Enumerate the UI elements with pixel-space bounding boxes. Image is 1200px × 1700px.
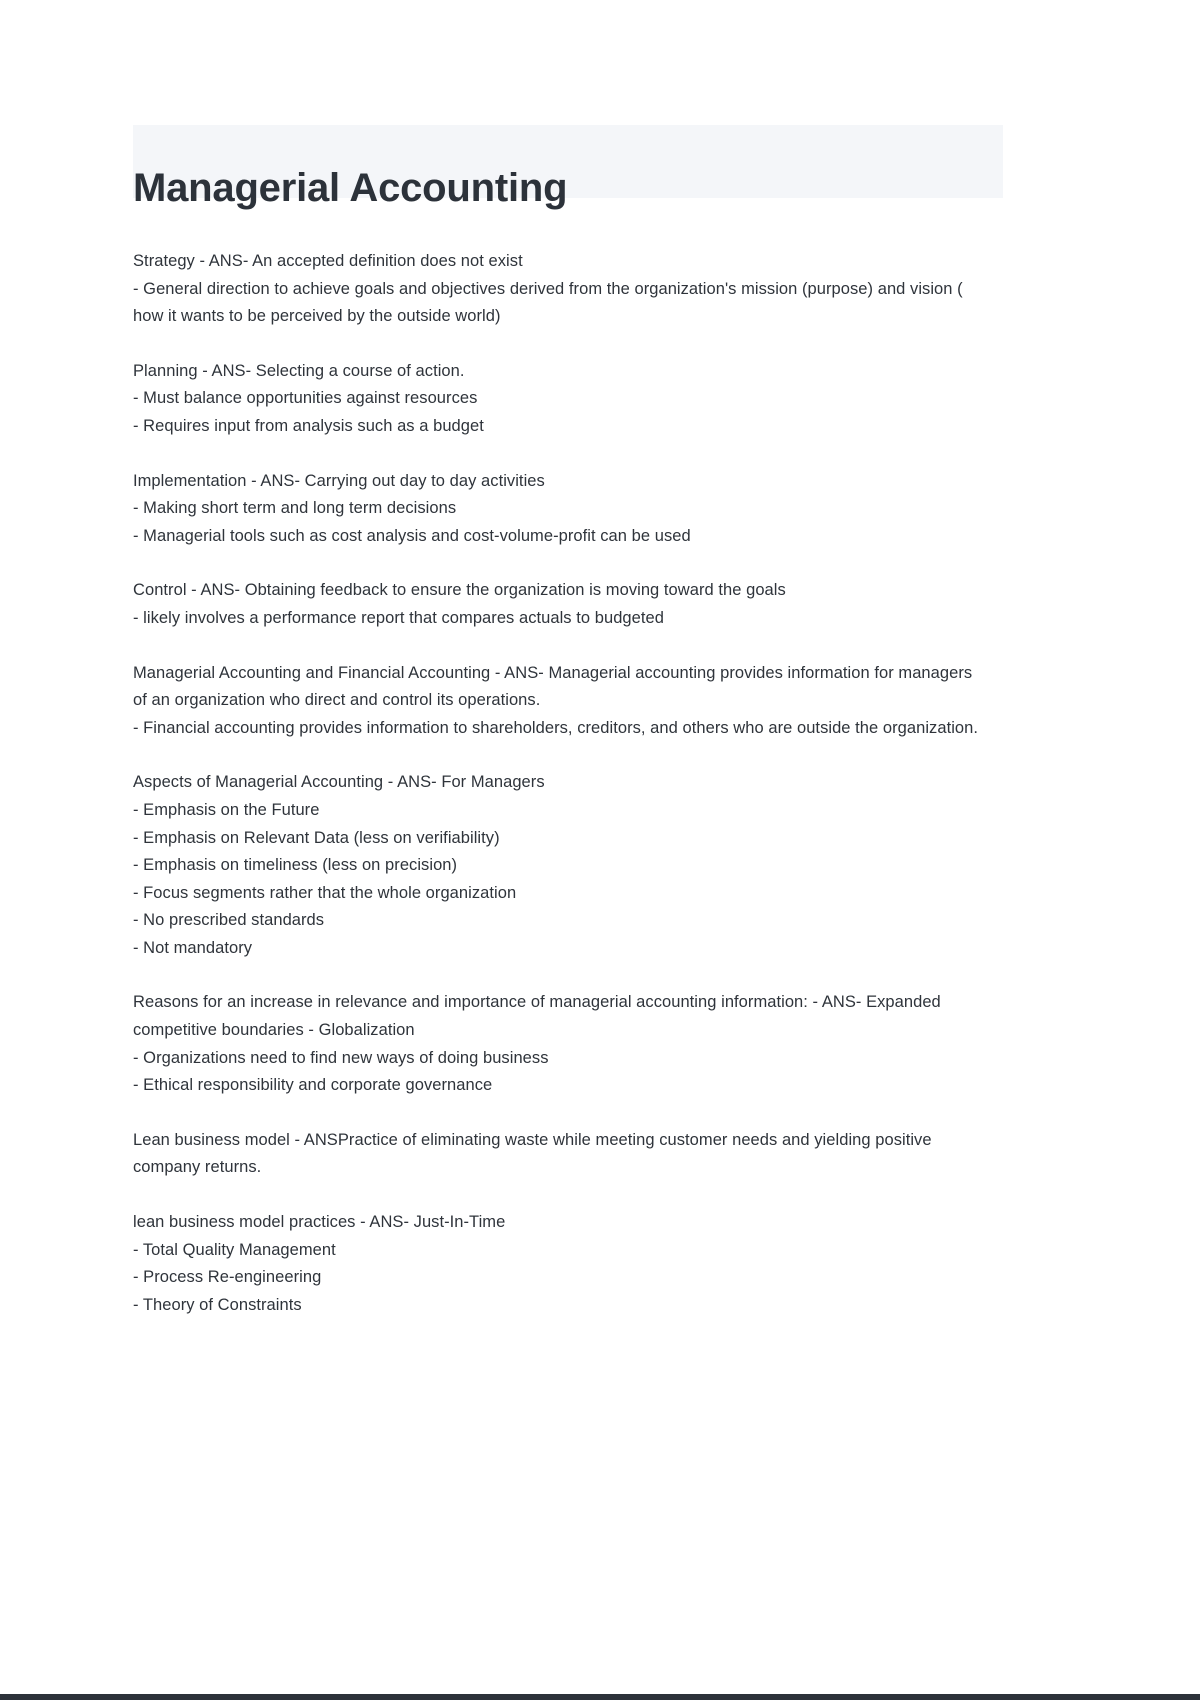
content-line: Managerial Accounting and Financial Accounting - ANS- Managerial accounting provides information for managers of an organization who direct and control its operations.: [133, 663, 973, 710]
content-line: - No prescribed standards: [133, 911, 325, 930]
content-line: - Focus segments rather that the whole organization: [133, 883, 517, 902]
content-line: - Requires input from analysis such as a budget: [133, 416, 484, 435]
content-line: - Managerial tools such as cost analysis and cost-volume-profit can be used: [133, 526, 691, 545]
content-line: lean business model practices - ANS- Just-In-Time: [133, 1213, 506, 1232]
content-block: [133, 468, 988, 551]
content-line: - Theory of Constraints: [133, 1295, 302, 1314]
content-line: - Total Quality Management: [133, 1240, 336, 1259]
content-block: [133, 769, 988, 962]
content-block: [133, 1127, 988, 1182]
content-line: - likely involves a performance report that compares actuals to budgeted: [133, 608, 664, 627]
content-line: - Organizations need to find new ways of doing business: [133, 1048, 549, 1067]
content-line: - General direction to achieve goals and objectives derived from the organization's mission (purpose) and vision ( how it wants to be perceived by the outside world): [133, 279, 963, 326]
content-line: Aspects of Managerial Accounting - ANS- For Managers: [133, 773, 545, 792]
content-line: Control - ANS- Obtaining feedback to ensure the organization is moving toward the goals: [133, 581, 786, 600]
document-body: [133, 248, 988, 1346]
content-line: - Financial accounting provides information to shareholders, creditors, and others who are outside the organization.: [133, 718, 979, 737]
content-line: - Must balance opportunities against resources: [133, 389, 478, 408]
content-block: [133, 989, 988, 1099]
content-line: Planning - ANS- Selecting a course of action.: [133, 361, 465, 380]
content-line: - Making short term and long term decisions: [133, 499, 457, 518]
content-block: [133, 248, 988, 331]
page-bottom-rule: [0, 1694, 1200, 1700]
content-line: - Emphasis on Relevant Data (less on verifiability): [133, 828, 500, 847]
content-line: - Ethical responsibility and corporate governance: [133, 1076, 493, 1095]
content-line: - Not mandatory: [133, 938, 253, 957]
page-title: Managerial Accounting: [133, 165, 568, 210]
content-line: Strategy - ANS- An accepted definition does not exist: [133, 252, 523, 270]
content-line: - Process Re-engineering: [133, 1268, 322, 1287]
content-block: [133, 1209, 988, 1319]
content-block: [133, 358, 988, 441]
content-block: [133, 660, 988, 743]
content-line: Implementation - ANS- Carrying out day to day activities: [133, 471, 545, 490]
content-line: - Emphasis on timeliness (less on precision): [133, 856, 458, 875]
content-block: [133, 577, 988, 632]
content-line: - Emphasis on the Future: [133, 800, 320, 819]
content-line: Reasons for an increase in relevance and importance of managerial accounting information: - ANS- Expanded competitive boundaries - Globalization: [133, 993, 941, 1040]
content-line: Lean business model - ANSPractice of eliminating waste while meeting customer needs and yielding positive company returns.: [133, 1130, 932, 1177]
